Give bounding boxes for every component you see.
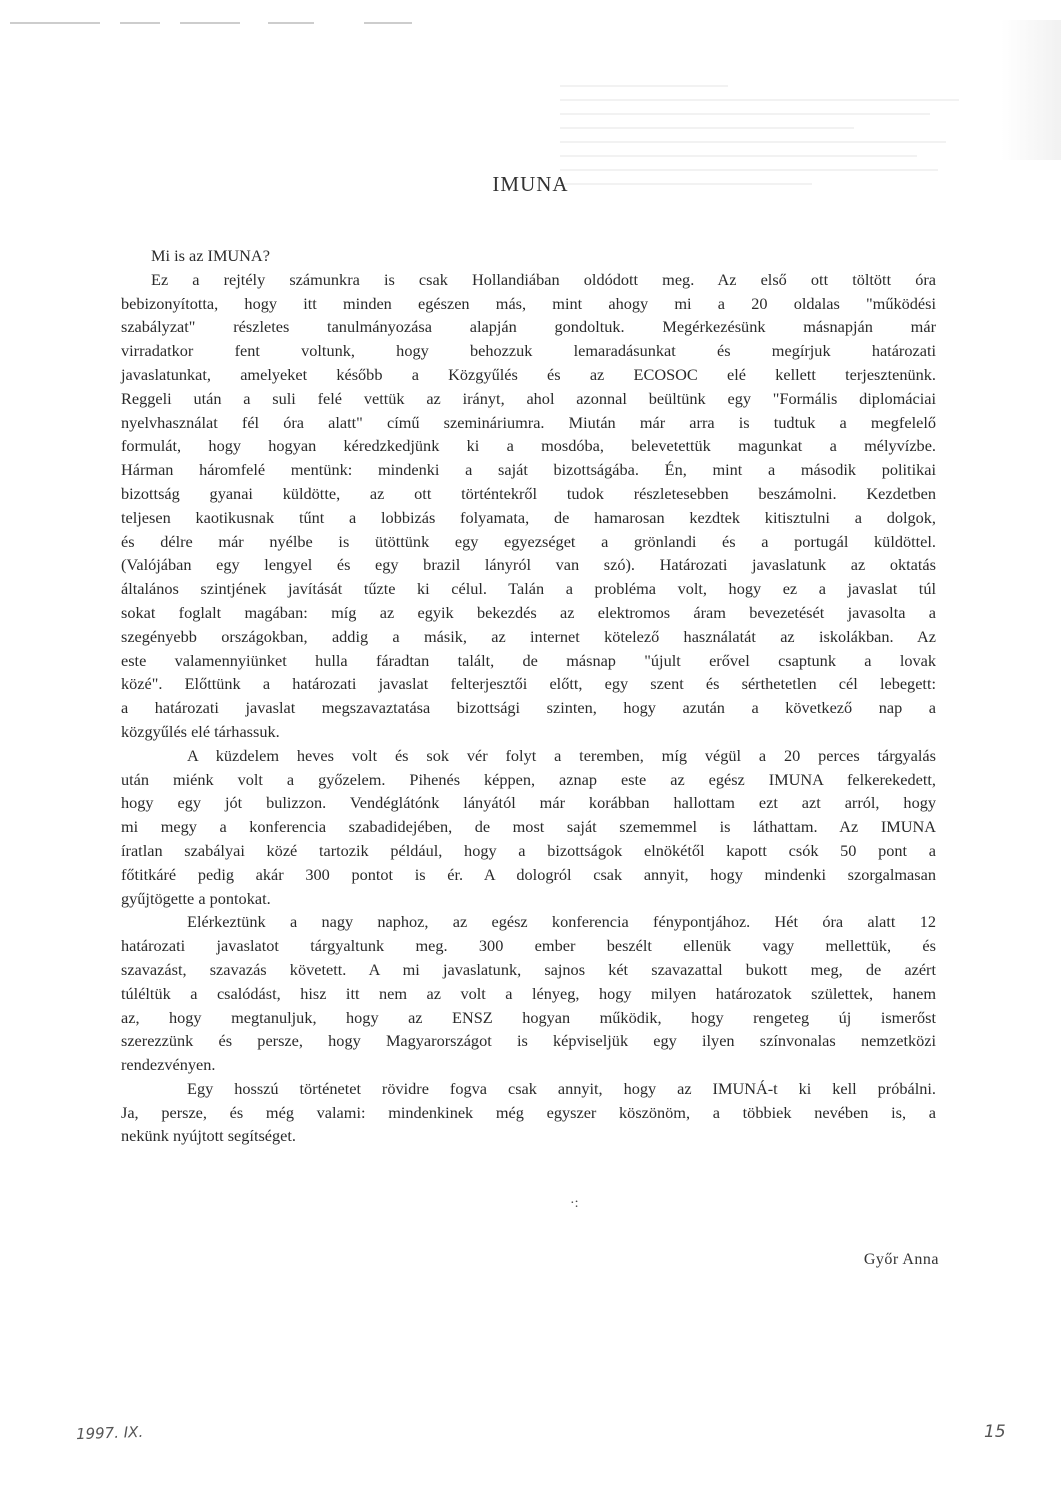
text-line: javaslatunkat, amelyeket később a Közgyűlés és az ECOSOC elé kellett terjesztenünk. [121,364,936,384]
text-line: A küzdelem heves volt és sok vér folyt a teremben, míg végül a 20 perces tárgyalás [187,745,936,765]
scan-artifact-line [364,22,412,24]
text-line: formulát, hogy hogyan kéredzkedjünk ki a mosdóba, belevetettük magunkat a mélyvízbe. [121,436,936,456]
text-line: általános szintjének javítását tűzte ki célul. Talán a probléma volt, hogy ez a javaslat túl [121,579,936,599]
scan-artifact-line [268,22,314,24]
text-line: Reggeli után a suli felé vettük az irányt, ahol azonnal beültünk egy "Formális diplomáciai [121,388,936,408]
text-line: Hárman háromfelé mentünk: mindenki a saját bizottságába. Én, mint a második politikai [121,460,936,480]
bleed-through-text [560,85,980,245]
text-line: és délre már nyélbe is ütöttünk egy egyezséget a grönlandi és a portugál küldöttel. [121,531,936,551]
text-line: bizottság gyanai küldötte, az ott történtekről tudok részletesebben beszámolni. Kezdetben [121,483,936,503]
text-line: Elérkeztünk a nagy naphoz, az egész konferencia fénypontjához. Hét óra alatt 12 [187,912,936,932]
article-body [121,244,936,1148]
scan-shadow [1001,20,1061,160]
text-line: a határozati javaslat megszavaztatása bizottsági szinten, hogy azután a következő nap a [121,698,936,718]
text-line: Ez a rejtély számunkra is csak Hollandiában oldódott meg. Az első ott töltött óra [151,269,936,289]
text-line: teljesen kaotikusnak tűnt a lobbizás folyamata, de hamarosan kezdtek kitisztulni a dolgok, [121,507,936,527]
scan-artifact-line [180,22,240,24]
author-signature: Győr Anna [863,1251,939,1268]
text-line: szabályzat" részletes tanulmányozása alapján gondoltuk. Megérkezésünk másnapján már [121,317,936,337]
text-line: határozati javaslatot tárgyaltunk meg. 300 ember beszélt ellenük vagy mellettük, és [121,936,936,956]
text-line: gyűjtögette a pontokat. [121,888,271,908]
text-line: szerezzünk és persze, hogy Magyarországot is képviseljük egy ilyen színvonalas nemzetközi [121,1031,936,1051]
text-line: szegényebb országokban, addig a másik, az internet kötelező használatát az iskolákban. Az [121,626,936,646]
handwritten-page-number: 15 [984,1422,1006,1442]
scan-artifact-line [10,22,100,24]
text-line: hogy egy jót bulizzon. Vendéglátónk lányától már korábban hallottam ezt azt arról, hogy [121,793,936,813]
text-line: Egy hosszú történetet rövidre fogva csak annyit, hogy az IMUNÁ-t ki kell próbálni. [187,1078,936,1098]
text-line: után miénk volt a győzelem. Pihenés képpen, aznap este az egész IMUNA felkerekedett, [121,769,936,789]
text-line: szavazást, szavazás követett. A mi javaslatunk, sajnos két szavazattal bukott meg, de azért [121,959,936,979]
text-line: az, hogy megtanuljuk, hogy az ENSZ hogyan működik, hogy rengeteg új ismerőst [121,1007,936,1027]
text-line: túléltük a csalódást, hisz itt nem az volt a lényeg, hogy milyen határozatok születtek, hanem [121,983,936,1003]
text-line: Ja, persze, és még valami: mindenkinek még egyszer köszönöm, a többiek nevében is, a [121,1102,936,1122]
question-line: Mi is az IMUNA? [151,246,270,265]
document-title: IMUNA [492,172,569,196]
handwritten-date: 1997. IX. [75,1422,144,1444]
text-line: nyelvhasználat fél óra alatt" című szemináriumra. Miután már arra is tudtuk a megfelelő [121,412,936,432]
text-line: közé". Előttünk a határozati javaslat felterjesztői előtt, egy szent és sérthetetlen cél lebegett: [121,674,936,694]
text-line: este valamennyiünket hulla fáradtan talált, de másnap "újult erővel csaptunk a lovak [121,650,936,670]
stray-mark: ·: [570,1196,579,1211]
text-line: (Valójában egy lengyel és egy brazil lányról van szó). Határozati javaslatunk az oktatás [121,555,936,575]
text-line: rendezvényen. [121,1055,216,1075]
text-line: bebizonyította, hogy itt minden egészen más, mint ahogy mi a 20 oldalas "működési [121,293,936,313]
text-line: közgyűlés elé tárhassuk. [121,721,280,741]
text-line: íratlan szabályai közé tartozik például, hogy a bizottságok elnökétől kapott csók 50 pont a [121,840,936,860]
text-line: nekünk nyújtott segítséget. [121,1126,296,1146]
text-line: főtitkáré pedig akár 300 pontot is ér. A dologról csak annyit, hogy mindenki szorgalmasan [121,864,936,884]
text-line: sokat foglalt magában: míg az egyik bekezdés az elektromos áram bevezetését javasolta a [121,602,936,622]
text-line: virradatkor fent voltunk, hogy behozzuk lemaradásunkat és megírjuk határozati [121,341,936,361]
scan-artifact-line [120,22,160,24]
text-line: mi megy a konferencia szabadidejében, de most saját szememmel is láthattam. Az IMUNA [121,817,936,837]
